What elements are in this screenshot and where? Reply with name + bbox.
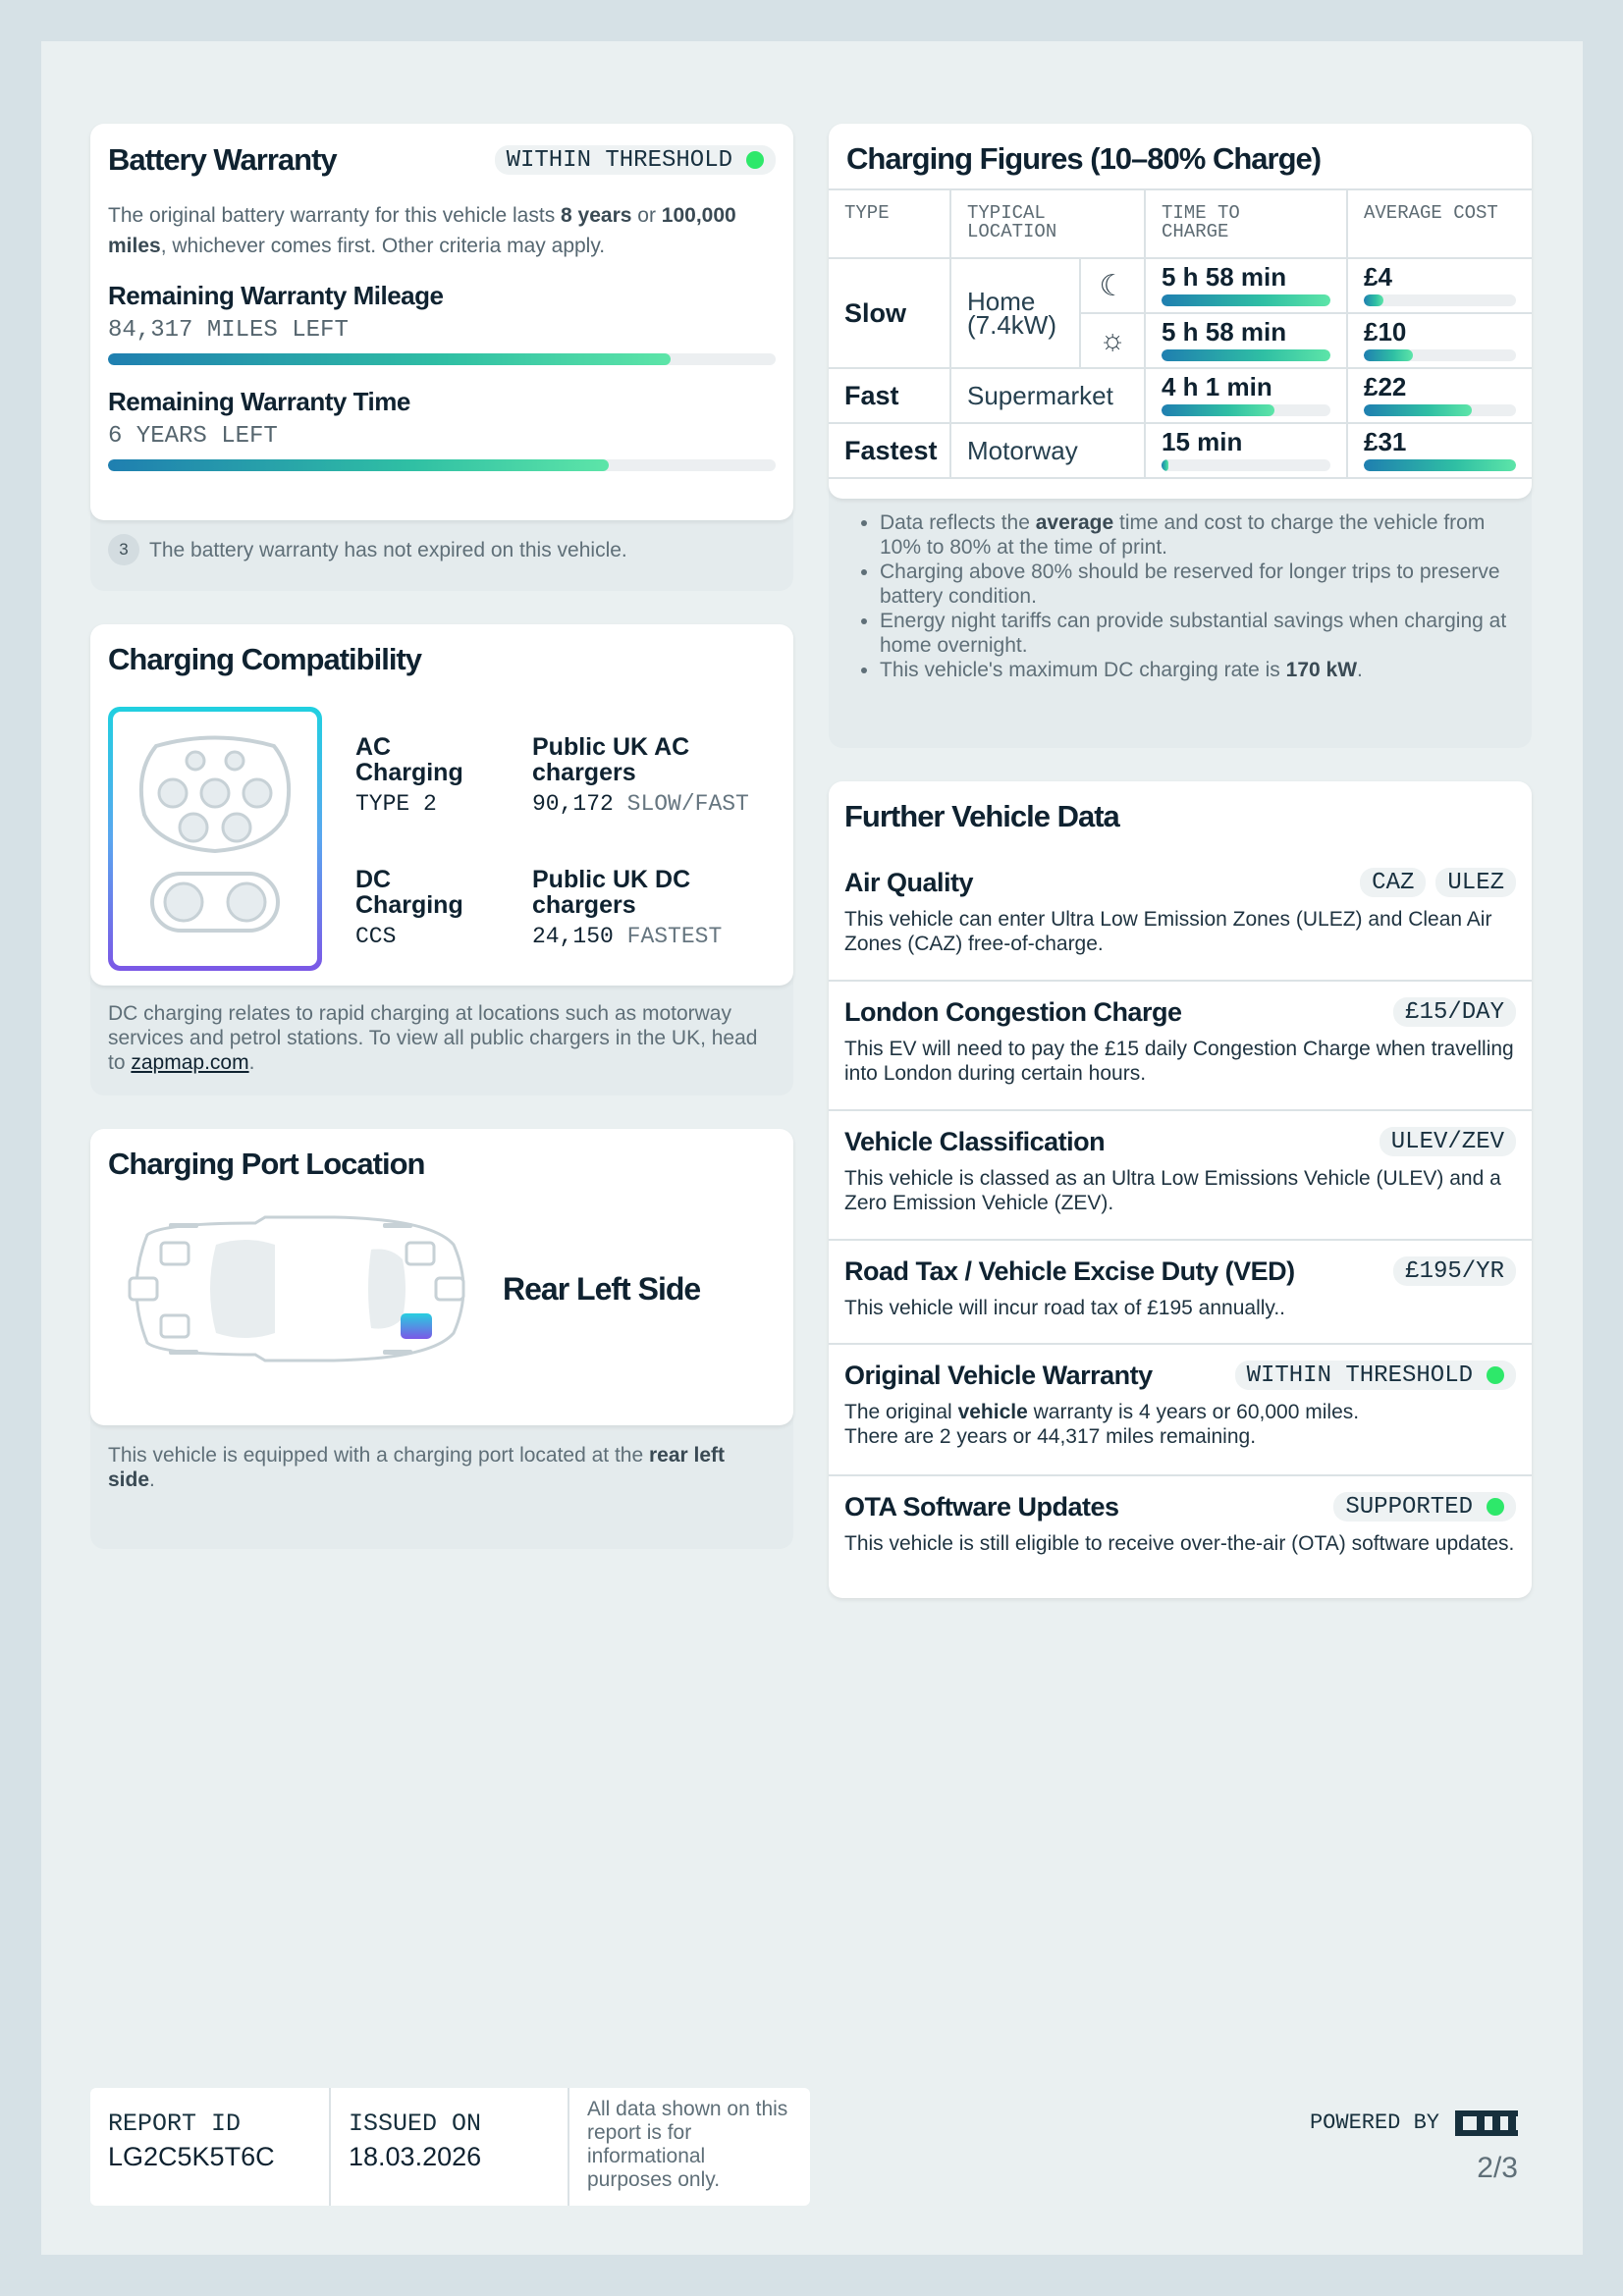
row-type-fastest: Fastest — [829, 423, 950, 478]
row-location-supermarket: Supermarket — [950, 368, 1145, 423]
battery-warranty-description — [108, 200, 776, 261]
time-bar-fill — [1162, 349, 1330, 361]
cost-bar-fill — [1364, 294, 1383, 306]
list-item — [880, 510, 1514, 560]
charging-figures-table — [829, 188, 1532, 479]
issued-cell — [331, 2088, 569, 2206]
cost-bar-fill — [1364, 349, 1413, 361]
list-item — [880, 609, 1514, 658]
time-value: 5 h 58 min — [1162, 317, 1287, 347]
time-cell — [1145, 313, 1347, 368]
issued-label: ISSUED ON — [349, 2109, 482, 2138]
cost-bar — [1364, 459, 1516, 471]
caz-badge: CAZ — [1360, 868, 1426, 897]
time-progress-fill — [108, 459, 609, 471]
congestion-title: London Congestion Charge — [844, 996, 1182, 1027]
time-label: Remaining Warranty Time — [108, 387, 410, 416]
cost-cell — [1347, 368, 1532, 423]
time-cell — [1145, 258, 1347, 313]
time-bar — [1162, 349, 1330, 361]
charging-compatibility-section — [90, 624, 793, 1095]
congestion-desc: This EV will need to pay the £15 daily Congestion Charge when travelling into London during certain hours. — [844, 1038, 1514, 1085]
road-tax-badge: £195/YR — [1393, 1256, 1516, 1286]
port-location-note — [90, 1425, 793, 1492]
cost-value: £31 — [1364, 427, 1407, 456]
time-bar — [1162, 294, 1330, 306]
port-location-card — [90, 1129, 793, 1425]
row-location-motorway: Motorway — [950, 423, 1145, 478]
time-bar-fill — [1162, 459, 1168, 471]
row-type-fast: Fast — [829, 368, 950, 423]
road-tax-desc: This vehicle will incur road tax of £195 annually.. — [844, 1297, 1286, 1319]
moon-icon: ☾ — [1080, 258, 1145, 313]
ac-public-count: 90,172 — [532, 791, 614, 817]
battery-warranty-card — [90, 124, 793, 520]
sun-icon: ☼ — [1080, 313, 1145, 368]
time-progress-bar — [108, 459, 776, 471]
list-item — [880, 658, 1514, 682]
classification-badge: ULEV/ZEV — [1380, 1127, 1516, 1156]
mileage-progress-fill — [108, 353, 671, 365]
cost-cell — [1347, 258, 1532, 313]
header-type: TYPE — [829, 189, 950, 258]
list-item — [880, 560, 1514, 609]
connector-illustration-icon — [108, 707, 322, 971]
dc-public-speed: FASTEST — [626, 923, 723, 949]
time-cell — [1145, 423, 1347, 478]
footnote-text: The battery warranty has not expired on this vehicle. — [149, 538, 627, 561]
classification-row — [829, 1111, 1532, 1241]
header-time: TIME TO CHARGE — [1145, 189, 1347, 258]
cost-cell — [1347, 313, 1532, 368]
time-bar-fill — [1162, 294, 1330, 306]
vehicle-warranty-badge — [1235, 1361, 1516, 1390]
mileage-value: 84,317 MILES LEFT — [108, 317, 349, 344]
report-id-cell — [90, 2088, 331, 2206]
mileage-progress-bar — [108, 353, 776, 365]
port-location-value: Rear Left Side — [503, 1270, 701, 1307]
zapmap-link[interactable]: zapmap.com — [131, 1051, 249, 1074]
footnote-number: 3 — [108, 534, 139, 565]
cost-value: £22 — [1364, 372, 1407, 401]
charging-figures-notes — [829, 499, 1532, 682]
page-number: 2/3 — [1477, 2152, 1518, 2184]
charging-figures-section — [829, 124, 1532, 748]
powered-by — [1310, 2107, 1518, 2138]
desc-miles: 100,000 miles — [108, 204, 736, 257]
status-dot-icon — [1487, 1366, 1504, 1384]
charging-figures-title: Charging Figures (10–80% Charge) — [846, 141, 1322, 176]
table-row — [829, 368, 1532, 423]
ota-badge — [1333, 1492, 1516, 1522]
desc-bold: vehicle — [957, 1401, 1028, 1423]
further-data-section — [829, 781, 1532, 1598]
dc-public-label: Public UK DC chargers — [532, 865, 691, 919]
charging-compatibility-card — [90, 624, 793, 986]
charging-figures-card — [829, 124, 1532, 499]
cost-value: £4 — [1364, 262, 1392, 292]
table-row — [829, 258, 1532, 313]
dc-charging-label: DC Charging — [355, 865, 463, 919]
car-topview-icon — [108, 1205, 481, 1372]
mileage-label: Remaining Warranty Mileage — [108, 281, 444, 310]
note-bold: rear left side — [108, 1444, 726, 1491]
charging-compatibility-title: Charging Compatibility — [108, 642, 421, 676]
congestion-badge: £15/DAY — [1393, 997, 1516, 1027]
time-value: 15 min — [1162, 427, 1243, 456]
classification-title: Vehicle Classification — [844, 1126, 1106, 1156]
cost-bar — [1364, 404, 1516, 416]
classification-desc: This vehicle is classed as an Ultra Low Emissions Vehicle (ULEV) and a Zero Emission Vehicle (ZEV). — [844, 1167, 1501, 1214]
bullet-text: Charging above 80% should be reserved for longer trips to preserve battery condition. — [880, 561, 1500, 608]
time-bar — [1162, 459, 1330, 471]
desc-text: There are 2 years or 44,317 miles remaining. — [844, 1425, 1257, 1448]
congestion-row — [829, 982, 1532, 1111]
note-text: DC charging relates to rapid charging at locations such as motorway services and petrol stations. To view all public chargers in the UK, head to — [108, 1002, 758, 1074]
badge-label: WITHIN THRESHOLD — [1246, 1362, 1473, 1389]
charging-compat-note: DC charging relates to rapid charging at locations such as motorway services and petrol stations. To view all public chargers in the UK, head to zapmap.com. — [108, 1002, 758, 1074]
desc-text: , whichever comes first. Other criteria may apply. — [160, 235, 606, 257]
status-badge-label: WITHIN THRESHOLD — [506, 146, 732, 174]
ota-desc: This vehicle is still eligible to receive over-the-air (OTA) software updates. — [844, 1532, 1515, 1555]
cost-value: £10 — [1364, 317, 1407, 347]
vehicle-warranty-desc — [844, 1400, 1516, 1449]
powered-by-label: POWERED BY — [1309, 2109, 1439, 2135]
port-location-title: Charging Port Location — [108, 1147, 425, 1181]
dc-connector-type: CCS — [355, 923, 397, 949]
report-id-value: LG2C5K5T6C — [108, 2142, 275, 2171]
report-page — [41, 41, 1583, 2255]
header-location: TYPICAL LOCATION — [950, 189, 1145, 258]
time-value: 6 YEARS LEFT — [108, 423, 278, 450]
time-bar — [1162, 404, 1330, 416]
road-tax-row — [829, 1241, 1532, 1345]
bullet-text: Data reflects the — [880, 511, 1036, 534]
cost-bar — [1364, 294, 1516, 306]
vehicle-warranty-title: Original Vehicle Warranty — [844, 1360, 1153, 1390]
charging-port-marker — [401, 1313, 432, 1339]
desc-text: The original battery warranty for this vehicle lasts — [108, 204, 562, 227]
ac-public-speed: SLOW/FAST — [626, 791, 749, 817]
bullet-text: This vehicle's maximum DC charging rate is — [880, 659, 1286, 681]
desc-text: or — [631, 204, 662, 227]
cost-bar-fill — [1364, 404, 1472, 416]
time-cell — [1145, 368, 1347, 423]
disclaimer: All data shown on this report is for informational purposes only. — [587, 2098, 788, 2191]
bullet-bold: 170 kW — [1285, 659, 1358, 681]
air-quality-row — [829, 852, 1532, 982]
table-header-row — [829, 189, 1532, 258]
road-tax-title: Road Tax / Vehicle Excise Duty (VED) — [844, 1255, 1295, 1286]
status-badge — [495, 145, 776, 175]
issued-value: 18.03.2026 — [349, 2142, 482, 2171]
row-type-slow: Slow — [829, 258, 950, 368]
badge-label: SUPPORTED — [1345, 1493, 1473, 1521]
battery-footnote — [90, 520, 793, 565]
status-dot-icon — [746, 151, 764, 169]
bullet-text: time and cost to charge the vehicle from 10% to 80% at the time of print. — [880, 511, 1486, 559]
ota-row — [829, 1476, 1532, 1598]
report-footer — [90, 2088, 810, 2206]
cost-cell — [1347, 423, 1532, 478]
air-quality-desc: This vehicle can enter Ultra Low Emission Zones (ULEZ) and Clean Air Zones (CAZ) free-of-charge. — [844, 908, 1492, 955]
dc-public-count: 24,150 — [532, 923, 614, 949]
battery-warranty-section — [90, 124, 793, 591]
note-text: This vehicle is equipped with a charging port located at the — [108, 1444, 649, 1467]
cost-bar-fill — [1364, 459, 1516, 471]
table-row — [829, 423, 1532, 478]
ac-connector-type: TYPE 2 — [355, 791, 437, 817]
vehicle-warranty-row — [829, 1345, 1532, 1476]
bullet-text: Energy night tariffs can provide substantial savings when charging at home overnight. — [880, 610, 1507, 657]
port-location-section — [90, 1129, 793, 1549]
bullet-text: . — [1357, 659, 1363, 681]
further-data-title: Further Vehicle Data — [844, 799, 1119, 833]
time-value: 5 h 58 min — [1162, 262, 1287, 292]
desc-years: 8 years — [561, 204, 632, 227]
ulez-badge: ULEZ — [1435, 868, 1516, 897]
air-quality-title: Air Quality — [844, 867, 974, 897]
desc-text: warranty is 4 years or 60,000 miles. — [1027, 1401, 1360, 1423]
further-data-card — [829, 781, 1532, 1598]
time-value: 4 h 1 min — [1162, 372, 1272, 401]
ac-charging-label: AC Charging — [355, 733, 463, 786]
ac-public-label: Public UK AC chargers — [532, 733, 690, 786]
battery-warranty-title: Battery Warranty — [108, 142, 337, 177]
time-bar-fill — [1162, 404, 1274, 416]
row-location-home: Home (7.4kW) — [950, 258, 1080, 368]
header-cost: AVERAGE COST — [1347, 189, 1532, 258]
bullet-bold: average — [1035, 511, 1114, 534]
note-text: . — [149, 1468, 155, 1491]
brand-logo-icon — [1455, 2107, 1518, 2138]
desc-text: The original — [844, 1401, 958, 1423]
status-dot-icon — [1487, 1498, 1504, 1516]
report-id-label: REPORT ID — [108, 2109, 242, 2138]
ota-title: OTA Software Updates — [844, 1491, 1119, 1522]
cost-bar — [1364, 349, 1516, 361]
